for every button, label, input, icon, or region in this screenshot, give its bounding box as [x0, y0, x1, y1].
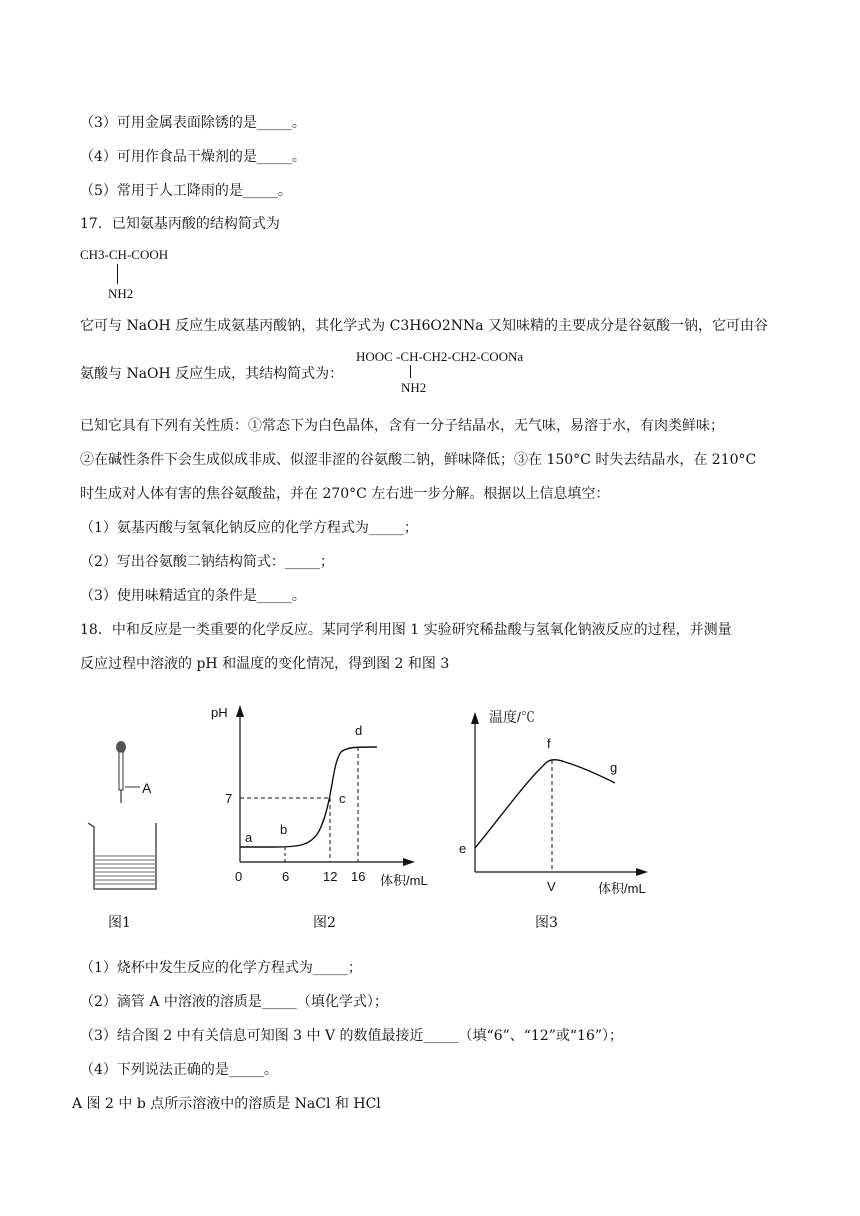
q17-line-6: 时生成对人体有害的焦谷氨酸盐，并在 270°C 左右进一步分解。根据以上信息填空： [80, 486, 610, 502]
fig2-point-d: d [355, 723, 363, 738]
q17-intro: 17．已知氨基丙酸的结构简式为 [80, 216, 280, 232]
fig2-y-arrow [236, 705, 244, 717]
q18-sub-2: （2）滴管 A 中溶液的溶质是_____（填化学式）； [80, 994, 388, 1010]
fig3-xlabel: 体积/mL [598, 881, 646, 896]
q16-item-5: （5）常用于人工降雨的是_____。 [80, 183, 292, 199]
q17-sub-3: （3）使用味精适宜的条件是_____。 [80, 588, 306, 604]
figure-3-caption: 图3 [535, 915, 558, 931]
fig3-ylabel: 温度/℃ [489, 709, 535, 725]
q17-line-2: 它可与 NaOH 反应生成氨基丙酸钠，其化学式为 C3H6O2NNa 又知味精的主要成分是谷氨酸一钠，它可由谷 [80, 318, 769, 334]
fig2-ytick-7: 7 [225, 791, 233, 806]
fig2-point-b: b [280, 822, 288, 837]
fig2-xlabel: 体积/mL [380, 873, 428, 888]
q17-sub-1: （1）氨基丙酸与氢氧化钠反应的化学方程式为_____； [80, 520, 418, 536]
glutamate-formula-bottom: NH2 [401, 380, 427, 395]
q17-line-4: 已知它具有下列有关性质：①常态下为白色晶体，含有一分子结晶水，无气味，易溶于水，有肉类鲜味； [80, 418, 724, 434]
q18-line-1: 18．中和反应是一类重要的化学反应。某同学利用图 1 实验研究稀盐酸与氢氧化钠液反应的过程，并测量 [80, 622, 732, 638]
dropper-label: A [142, 780, 152, 796]
fig2-xtick-16: 16 [351, 869, 366, 884]
fig3-y-arrow [471, 712, 479, 724]
beaker-liquid-hatch [95, 856, 155, 884]
figure-1-caption: 图1 [108, 915, 131, 931]
fig3-point-e: e [459, 841, 467, 856]
dropper-bulb [116, 741, 126, 753]
alanine-formula-bottom: NH2 [108, 286, 134, 301]
fig2-x-arrow [403, 858, 415, 866]
fig3-x-arrow [636, 868, 648, 876]
glutamate-formula-top: HOOC -CH-CH2-CH2-COONa [356, 349, 524, 364]
q17-sub-2: （2）写出谷氨酸二钠结构简式：_____； [80, 554, 334, 570]
q17-line-3: 氨酸与 NaOH 反应生成，其结构简式为： [80, 366, 344, 382]
figure-1 [80, 735, 170, 895]
q18-option-a: A 图 2 中 b 点所示溶液中的溶质是 NaCl 和 HCl [72, 1096, 381, 1112]
fig3-temp-curve [475, 760, 618, 848]
fig3-xtick-v: V [547, 879, 556, 894]
fig2-xtick-12: 12 [323, 869, 338, 884]
q16-item-4: （4）可用作食品干燥剂的是_____。 [80, 149, 306, 165]
q16-item-3: （3）可用金属表面除锈的是_____。 [80, 115, 306, 131]
figure-2-ph-chart [205, 695, 445, 895]
fig2-xtick-0: 0 [235, 869, 243, 884]
figure-2-caption: 图2 [313, 915, 336, 931]
q18-sub-3: （3）结合图 2 中有关信息可知图 3 中 V 的数值最接近_____（填“6”、“12”或“16”）； [80, 1028, 624, 1044]
fig2-ylabel: pH [211, 705, 228, 720]
dropper-tube [119, 752, 123, 790]
fig2-xtick-6: 6 [282, 869, 290, 884]
fig2-ph-curve [240, 747, 377, 847]
glutamate-bond-line [410, 365, 411, 378]
q17-line-5: ②在碱性条件下会生成似成非成、似涩非涩的谷氨酸二钠，鲜味降低；③在 150°C 时失去结晶水，在 210°C [80, 452, 757, 468]
q18-sub-1: （1）烧杯中发生反应的化学方程式为_____； [80, 960, 362, 976]
fig3-point-f: f [547, 736, 551, 751]
q18-line-2: 反应过程中溶液的 pH 和温度的变化情况，得到图 2 和图 3 [80, 656, 450, 672]
alanine-formula-top: CH3-CH-COOH [80, 247, 169, 262]
alanine-bond-line [117, 264, 118, 284]
fig3-point-g: g [610, 760, 618, 775]
figure-3-temperature-chart [455, 700, 665, 900]
fig2-point-c: c [339, 791, 346, 806]
q18-sub-4: （4）下列说法正确的是_____。 [80, 1062, 278, 1078]
fig2-point-a: a [245, 830, 253, 845]
